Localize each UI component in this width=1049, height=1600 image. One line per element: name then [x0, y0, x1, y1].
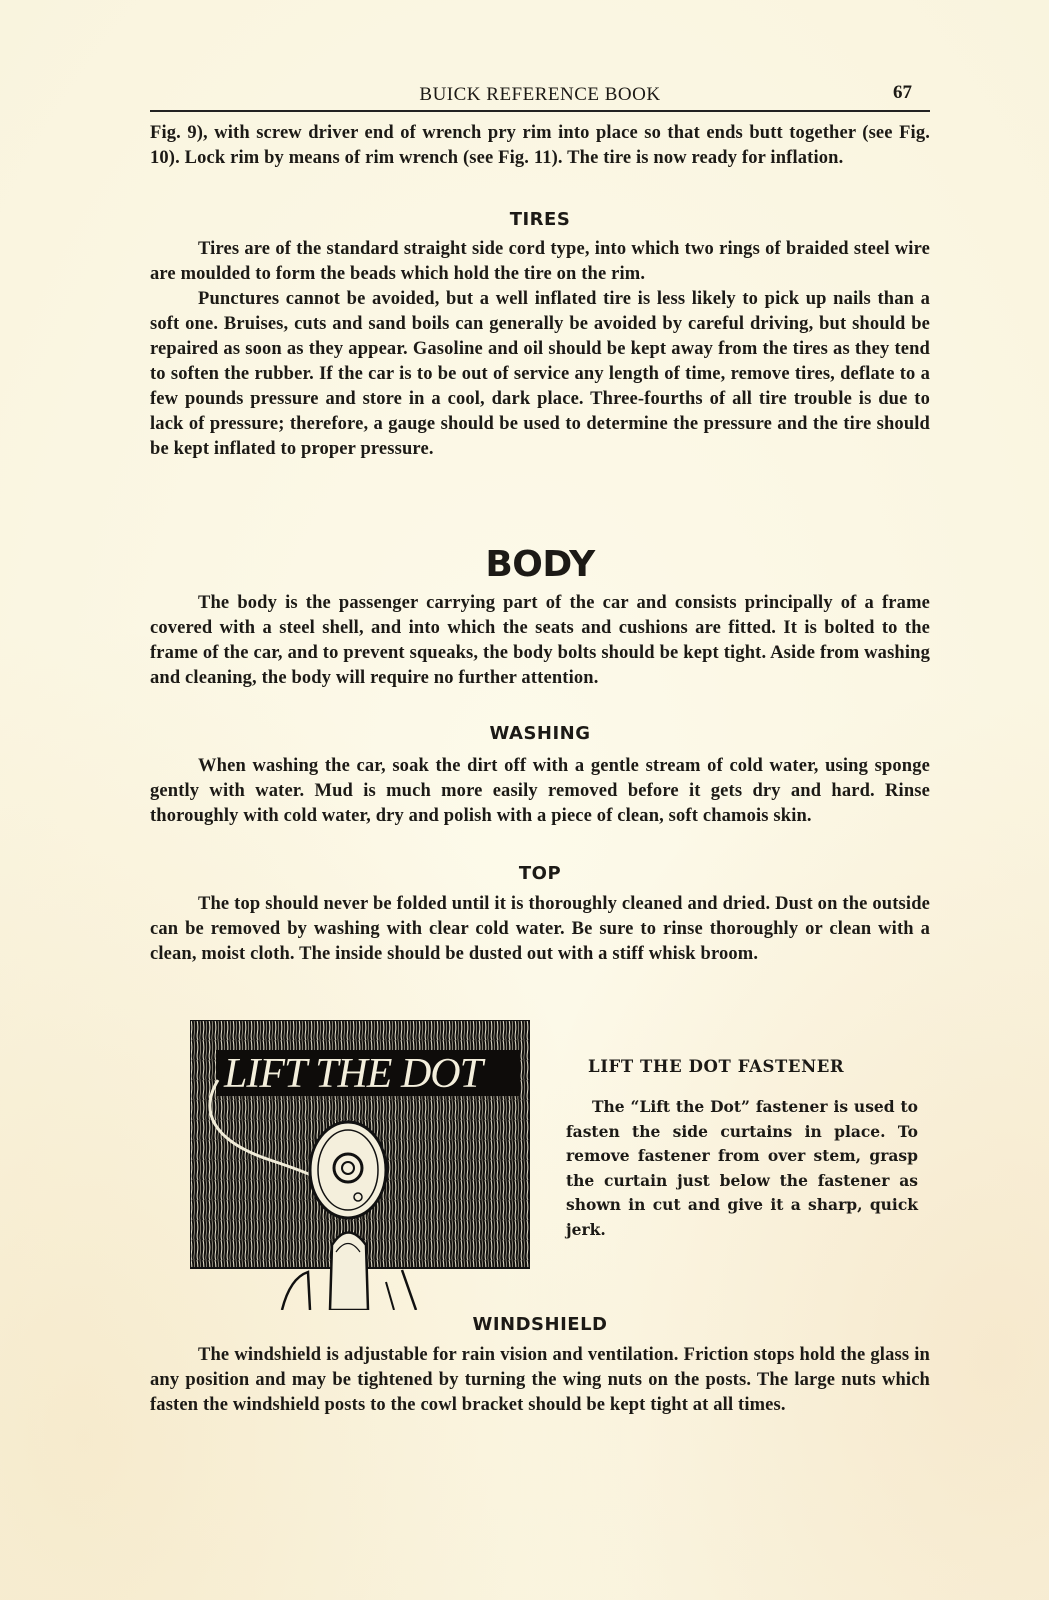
tires-heading: TIRES: [509, 209, 571, 230]
tires-paragraph-1: Tires are of the standard straight side cord type, into which two rings of braided steel wire are moulded to form the beads which hold the tire on the rim.: [150, 239, 930, 284]
intro-paragraph-block: [150, 121, 930, 171]
top-section: [150, 892, 930, 967]
page-number: 67: [893, 82, 912, 103]
fastener-illustration-icon: [190, 1020, 530, 1310]
lift-the-dot-heading: LIFT THE DOT FASTENER: [588, 1057, 845, 1076]
tires-paragraph-2: Punctures cannot be avoided, but a well inflated tire is less likely to pick up nails than a soft one. Bruises, cuts and sand boils can generally be avoided by careful driving, but should be repaired as soon as they appear. Gasoline and oil should be kept away from the tires as they tend to soften the rubber. If the car is to be out of service any length of time, remove tires, deflate to a few pounds pressure and store in a cool, dark place. Three-fourths of all tire trouble is due to lack of pressure; therefore, a gauge should be used to determine the pressure and the tire should be kept inflated to proper pressure.: [150, 289, 930, 459]
windshield-section: [150, 1343, 930, 1418]
body-paragraph: The body is the passenger carrying part of the car and consists principally of a frame covered with a steel shell, and into which the seats and cushions are fitted. It is bolted to the frame of the car, and to prevent squeaks, the body bolts should be kept tight. Aside from washing and cleaning, the body will require no further attention.: [150, 593, 930, 688]
washing-paragraph: When washing the car, soak the dirt off with a gentle stream of cold water, using sponge gently with water. Mud is much more easily removed before it gets dry and hard. Rinse thoroughly with cold water, dry and polish with a piece of clean, soft chamois skin.: [150, 756, 930, 826]
lift-the-dot-paragraph: The “Lift the Dot” fastener is used to fasten the side curtains in place. To remove fastener from over stem, grasp the curtain just below the fastener as shown in cut and give it a sharp, quick jerk.: [566, 1097, 918, 1239]
lift-the-dot-illustration: [190, 1020, 530, 1310]
body-section: [150, 591, 930, 691]
windshield-heading: WINDSHIELD: [472, 1314, 608, 1335]
washing-heading: WASHING: [489, 723, 591, 744]
windshield-paragraph: The windshield is adjustable for rain vision and ventilation. Friction stops hold the glass in any position and may be tightened by turning the wing nuts on the posts. The large nuts which fasten the windshield posts to the cowl bracket should be kept tight at all times.: [150, 1345, 930, 1415]
washing-section: [150, 754, 930, 829]
running-header: [150, 80, 930, 112]
tires-section: [150, 237, 930, 462]
body-heading: BODY: [485, 544, 595, 585]
top-paragraph: The top should never be folded until it is thoroughly cleaned and dried. Dust on the outside can be removed by washing with clear cold water. Be sure to rinse thoroughly or clean with a clean, moist cloth. The inside should be dusted out with a stiff whisk broom.: [150, 894, 930, 964]
lift-the-dot-section: [566, 1095, 918, 1242]
top-heading: TOP: [518, 863, 562, 884]
running-title: BUICK REFERENCE BOOK: [419, 84, 661, 105]
banner-text: LIFT THE DOT: [224, 1051, 482, 1097]
intro-paragraph: Fig. 9), with screw driver end of wrench pry rim into place so that ends butt together (see Fig. 10). Lock rim by means of rim wrench (see Fig. 11). The tire is now ready for inflation.: [150, 123, 930, 168]
